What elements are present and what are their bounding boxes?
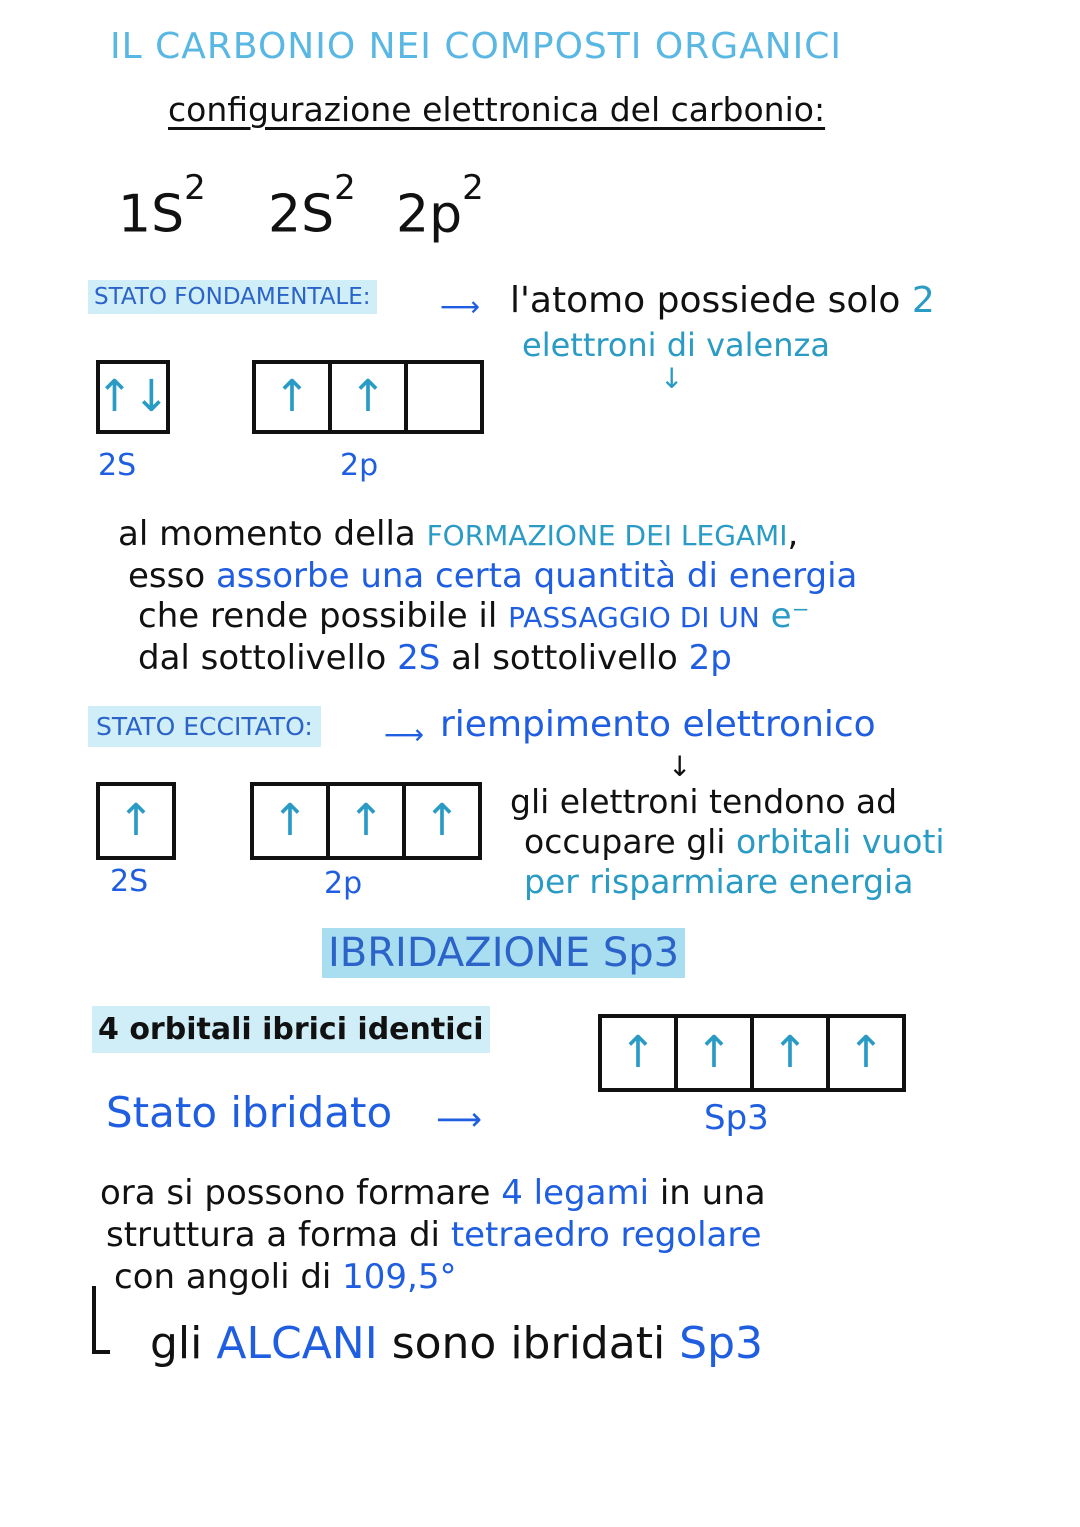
down-arrow-icon: ↓: [660, 362, 684, 395]
excited-explanation: [510, 782, 945, 902]
excited-expl-line1: gli elettroni tendono ad: [510, 782, 898, 821]
page-title: IL CARBONIO NEI COMPOSTI ORGANICI: [110, 26, 843, 67]
right-arrow-icon: ⟶: [440, 290, 481, 323]
orbital-cell: ↑: [674, 1014, 754, 1092]
para1-line1: [118, 514, 857, 556]
ground-state-label: STATO FONDAMENTALE:: [88, 280, 377, 314]
orbital-cell: ↑: [96, 782, 176, 860]
para1-line4: [118, 638, 857, 678]
para1-l4b: 2S: [397, 638, 441, 678]
ground-note-line2: elettroni di valenza: [522, 326, 830, 364]
alkanes-line: [150, 1318, 763, 1369]
config-1s: [118, 168, 206, 245]
para1-l4a: dal sottolivello: [138, 638, 398, 678]
orbital-cell: ↑: [252, 360, 332, 434]
excited-2p-boxes: [250, 782, 482, 860]
para1-l1a: al momento della: [118, 514, 427, 554]
excited-expl-l2b: orbitali vuoti: [735, 822, 945, 861]
config-2p-exp: 2: [462, 168, 484, 208]
down-arrow-icon: ↓: [668, 750, 692, 783]
sp3-label: Sp3: [704, 1098, 769, 1138]
para1-l3c: e⁻: [759, 596, 810, 636]
orbital-cell: ↑: [750, 1014, 830, 1092]
orbital-cell: [404, 360, 484, 434]
page-subtitle: configurazione elettronica del carbonio:: [168, 90, 826, 129]
excited-2s-box: [96, 782, 176, 860]
alkanes-b: ALCANI: [216, 1318, 378, 1369]
hybridization-title: IBRIDAZIONE Sp3: [322, 928, 685, 978]
orbital-cell: ↑: [250, 782, 330, 860]
para1-l4d: 2p: [688, 638, 732, 678]
para2-l2a: struttura a forma di: [106, 1215, 451, 1255]
config-2p-term: 2p: [396, 184, 463, 245]
para2-line1: [100, 1172, 766, 1214]
para2-l2b: tetraedro regolare: [450, 1215, 762, 1255]
ground-2s-label: 2S: [98, 448, 137, 483]
config-2p: [396, 168, 484, 245]
excited-note-a: riempimento: [440, 704, 683, 745]
para1-l3a: che rende possibile il: [138, 596, 509, 636]
alkanes-c: sono ibridati: [377, 1318, 680, 1369]
para2-line3: [100, 1256, 766, 1298]
orbital-cell: ↑: [328, 360, 408, 434]
para2-l1a: ora si possono formare: [100, 1173, 502, 1213]
orbital-cell: ↑↓: [96, 360, 170, 434]
config-1s-exp: 2: [184, 168, 206, 208]
alkanes-a: gli: [150, 1318, 217, 1369]
ground-note-number: 2: [911, 280, 935, 321]
excited-expl-line3: [510, 862, 945, 902]
para1-l3b: PASSAGGIO DI UN: [508, 601, 760, 634]
excited-expl-l3a: per: [524, 862, 590, 901]
excited-2s-label: 2S: [110, 864, 149, 899]
ground-note-text: l'atomo possiede solo: [510, 280, 912, 321]
orbital-cell: ↑: [826, 1014, 906, 1092]
para1-l1c: ,: [787, 514, 799, 554]
config-2s: [268, 168, 356, 245]
sp3-boxes: [598, 1014, 906, 1092]
excited-note: [440, 704, 876, 745]
orbital-cell: ↑: [598, 1014, 678, 1092]
excited-2p-label: 2p: [324, 866, 363, 901]
right-arrow-icon: ⟶: [384, 718, 425, 751]
ground-2s-box: [96, 360, 170, 434]
para1-l4c: al sottolivello: [440, 638, 689, 678]
config-2s-term: 2S: [268, 184, 335, 245]
para1-l2a: esso: [128, 556, 216, 596]
config-2s-exp: 2: [334, 168, 356, 208]
ground-2p-boxes: [252, 360, 484, 434]
para1-l1b: FORMAZIONE DEI LEGAMI: [426, 519, 788, 552]
bracket-arrow-icon: [92, 1286, 110, 1354]
transition-paragraph: [118, 514, 857, 678]
ground-note-line1: [510, 280, 935, 321]
right-arrow-icon: ⟶: [436, 1100, 482, 1138]
orbital-cell: ↑: [326, 782, 406, 860]
para1-line2: [118, 556, 857, 596]
excited-expl-l3b: risparmiare energia: [589, 862, 914, 901]
excited-state-label: STATO ECCITATO:: [88, 706, 321, 747]
excited-expl-l2a: occupare gli: [524, 822, 736, 861]
para2-l3a: con angoli di: [114, 1257, 343, 1297]
excited-expl-line2: [510, 822, 945, 862]
bonds-paragraph: [100, 1172, 766, 1298]
hybrid-state-label: Stato ibridato: [106, 1088, 393, 1137]
para2-l1c: in una: [649, 1173, 766, 1213]
para1-l2b: assorbe una certa quantità di energia: [215, 556, 858, 596]
para2-l1b: 4 legami: [501, 1173, 650, 1213]
orbital-cell: ↑: [402, 782, 482, 860]
config-1s-term: 1S: [118, 184, 185, 245]
excited-note-b: elettronico: [682, 704, 876, 745]
identical-orbitals-label: 4 orbitali ibrici identici: [92, 1006, 490, 1053]
para2-line2: [100, 1214, 766, 1256]
para1-line3: [118, 596, 857, 638]
para2-l3b: 109,5°: [342, 1257, 457, 1297]
ground-2p-label: 2p: [340, 448, 379, 483]
alkanes-d: Sp3: [679, 1318, 764, 1369]
